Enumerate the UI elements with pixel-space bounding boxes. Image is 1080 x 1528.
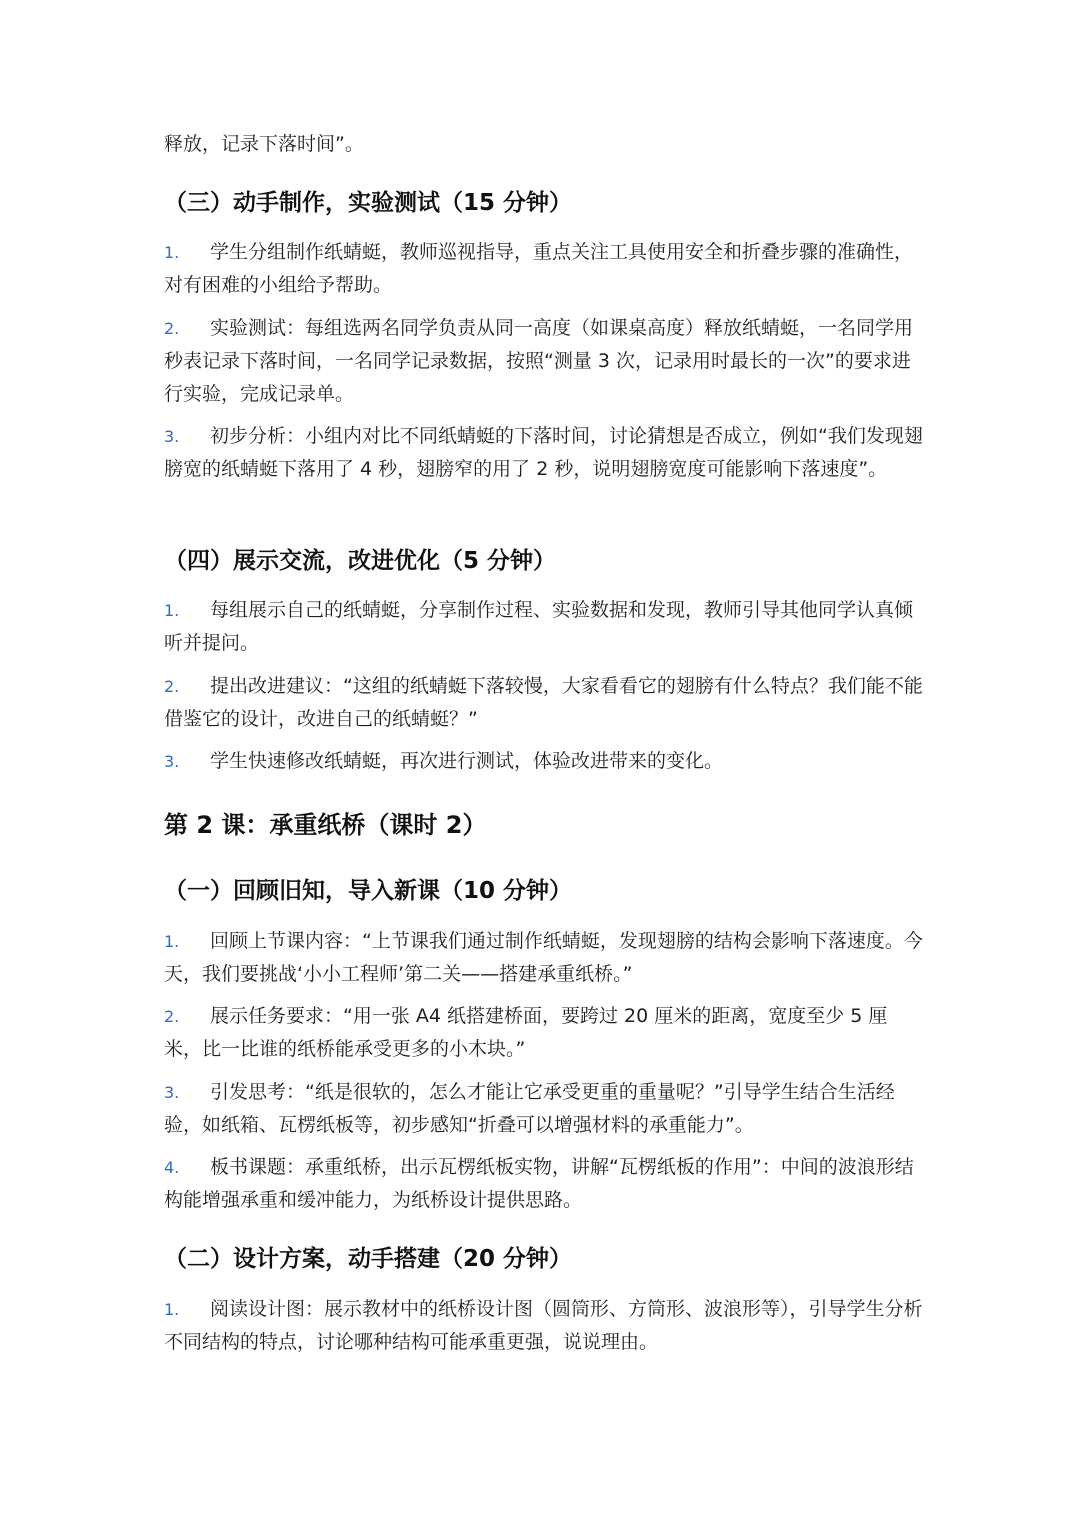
list-number: 1. bbox=[164, 1300, 180, 1319]
list-text: 每组展示自己的纸蜻蜓，分享制作过程、实验数据和发现，教师引导其他同学认真倾听并提问。 bbox=[164, 599, 914, 654]
list-text: 实验测试：每组选两名同学负责从同一高度（如课桌高度）释放纸蜻蜓，一名同学用秒表记录下落时间，一名同学记录数据，按照“测量 3 次，记录用时最长的一次”的要求进行实验，完成记录单。 bbox=[164, 317, 914, 405]
intro-paragraph-tail: 释放，记录下落时间”。 bbox=[164, 133, 364, 155]
list-number: 4. bbox=[164, 1158, 180, 1177]
list-text: 阅读设计图：展示教材中的纸桥设计图（圆筒形、方筒形、波浪形等），引导学生分析不同结构的特点，讨论哪种结构可能承重更强，说说理由。 bbox=[164, 1298, 923, 1353]
list-number: 2. bbox=[164, 319, 180, 338]
list-text: 初步分析：小组内对比不同纸蜻蜓的下落时间，讨论猜想是否成立，例如“我们发现翅膀宽的纸蜻蜓下落用了 4 秒，翅膀窄的用了 2 秒，说明翅膀宽度可能影响下落速度”。 bbox=[164, 425, 923, 480]
list-text: 板书课题：承重纸桥，出示瓦楞纸板实物，讲解“瓦楞纸板的作用”：中间的波浪形结构能增强承重和缓冲能力，为纸桥设计提供思路。 bbox=[164, 1156, 914, 1211]
list-item bbox=[164, 925, 924, 991]
lesson-heading: 第 2 课：承重纸桥（课时 2） bbox=[164, 811, 487, 839]
list-item bbox=[164, 745, 924, 778]
list-item bbox=[164, 1076, 924, 1142]
list-text: 学生分组制作纸蜻蜓，教师巡视指导，重点关注工具使用安全和折叠步骤的准确性，对有困难的小组给予帮助。 bbox=[164, 241, 914, 296]
list-item bbox=[164, 594, 924, 660]
list-number: 1. bbox=[164, 243, 180, 262]
list-text: 回顾上节课内容：“上节课我们通过制作纸蜻蜓，发现翅膀的结构会影响下落速度。今天，我们要挑战‘小小工程师’第二关——搭建承重纸桥。” bbox=[164, 930, 923, 985]
list-text: 提出改进建议：“这组的纸蜻蜓下落较慢，大家看看它的翅膀有什么特点？我们能不能借鉴它的设计，改进自己的纸蜻蜓？” bbox=[164, 675, 923, 730]
list-item bbox=[164, 312, 924, 411]
section-heading-2: （二）设计方案，动手搭建（20 分钟） bbox=[164, 1246, 573, 1272]
section-heading-4: （四）展示交流，改进优化（5 分钟） bbox=[164, 548, 557, 574]
list-number: 2. bbox=[164, 677, 180, 696]
section-heading-3: （三）动手制作，实验测试（15 分钟） bbox=[164, 190, 573, 216]
list-number: 1. bbox=[164, 601, 180, 620]
list-item bbox=[164, 1293, 924, 1359]
list-number: 3. bbox=[164, 427, 180, 446]
list-number: 3. bbox=[164, 752, 180, 771]
list-text: 引发思考：“纸是很软的，怎么才能让它承受更重的重量呢？”引导学生结合生活经验，如纸箱、瓦楞纸板等，初步感知“折叠可以增强材料的承重能力”。 bbox=[164, 1081, 895, 1136]
section-heading-1: （一）回顾旧知，导入新课（10 分钟） bbox=[164, 878, 573, 904]
list-number: 2. bbox=[164, 1007, 180, 1026]
list-item bbox=[164, 420, 924, 486]
list-number: 1. bbox=[164, 932, 180, 951]
list-item bbox=[164, 1000, 924, 1066]
list-number: 3. bbox=[164, 1083, 180, 1102]
list-text: 学生快速修改纸蜻蜓，再次进行测试，体验改进带来的变化。 bbox=[210, 750, 724, 772]
list-item bbox=[164, 1151, 924, 1217]
list-text: 展示任务要求：“用一张 A4 纸搭建桥面，要跨过 20 厘米的距离，宽度至少 5 厘米，比一比谁的纸桥能承受更多的小木块。” bbox=[164, 1005, 888, 1060]
list-item bbox=[164, 236, 924, 302]
list-item bbox=[164, 670, 924, 736]
